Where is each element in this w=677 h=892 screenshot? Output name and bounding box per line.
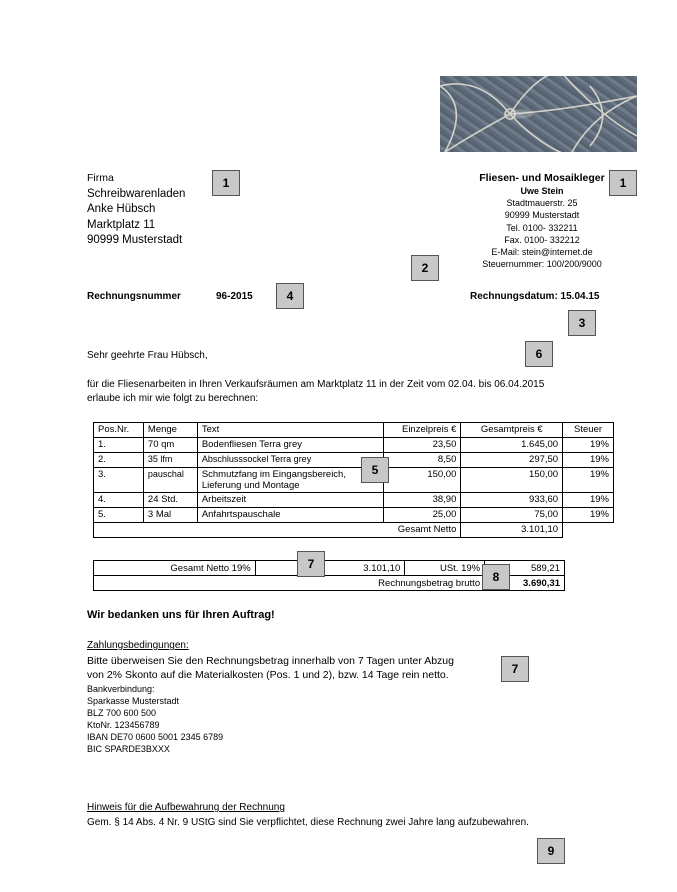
cell-total-price: 75,00 [461,508,563,523]
recipient-line: 90999 Musterstadt [87,234,183,246]
provider-email: E-Mail: stein@internet.de [491,247,593,258]
cell-qty: 24 Std. [143,493,197,508]
provider-fax: Fax. 0100- 332212 [504,234,580,245]
cell-pos: 3. [94,468,144,493]
provider-tax-number: Steuernummer: 100/200/9000 [482,259,602,270]
cell-unit-price: 150,00 [383,468,461,493]
provider-address [452,171,632,270]
provider-owner: Uwe Stein [520,186,564,196]
table-header-row [94,423,614,438]
marker-box: 4 [276,283,304,309]
cell-qty: 70 qm [143,438,197,453]
retention-heading: Hinweis für die Aufbewahrung der Rechnung [87,802,285,813]
header-qty: Menge [143,423,197,438]
payment-heading: Zahlungsbedingungen: [87,640,189,651]
marker-box: 1 [212,170,240,196]
retention-text: Gem. § 14 Abs. 4 Nr. 9 UStG sind Sie verpflichtet, diese Rechnung zwei Jahre lang aufzubewahren. [87,817,529,828]
table-net-row [94,523,614,538]
thanks-text: Wir bedanken uns für Ihren Auftrag! [87,609,275,621]
cell-pos: 2. [94,453,144,468]
bank-details [87,683,223,755]
totals-vat-label: USt. 19% [405,561,485,576]
marker-box: 8 [482,564,510,590]
recipient-line: Marktplatz 11 [87,218,156,231]
cell-unit-price: 38,90 [383,493,461,508]
totals-gross-value: 3.690,31 [485,576,565,591]
mosaic-pattern-graphic [440,76,637,152]
table-row [94,493,614,508]
marker-box: 1 [609,170,637,196]
payment-line: Bitte überweisen Sie den Rechnungsbetrag innerhalb von 7 Tagen unter Abzug [87,655,454,667]
bank-line: BLZ 700 600 500 [87,708,157,718]
marker-box: 6 [525,341,553,367]
header-text: Text [197,423,383,438]
cell-total-price: 933,60 [461,493,563,508]
provider-name: Fliesen- und Mosaikleger [479,172,605,184]
marker-box: 2 [411,255,439,281]
payment-line: von 2% Skonto auf die Materialkosten (Pos. 1 und 2), bzw. 14 Tage rein netto. [87,669,449,681]
provider-city: 90999 Musterstadt [504,210,580,221]
table-row [94,453,614,468]
recipient-line: Schreibwarenladen [87,187,186,200]
cell-text: Anfahrtspauschale [197,508,383,523]
cell-tax: 19% [563,438,614,453]
cell-text [197,468,383,493]
cell-qty: pauschal [143,468,197,493]
intro-line-2: erlaube ich mir wie folgt zu berechnen: [87,393,259,404]
cell-total-price: 297,50 [461,453,563,468]
cell-total-price: 150,00 [461,468,563,493]
totals-net-label: Gesamt Netto 19% [94,561,256,576]
cell-tax: 19% [563,508,614,523]
cell-unit-price: 25,00 [383,508,461,523]
salutation: Sehr geehrte Frau Hübsch, [87,350,208,361]
invoice-date: Rechnungsdatum: 15.04.15 [470,291,600,302]
bank-line: Sparkasse Musterstadt [87,696,180,706]
totals-gross-label: Rechnungsbetrag brutto [94,576,485,591]
provider-phone: Tel. 0100- 332211 [506,222,578,233]
bank-line: BIC SPARDE3BXXX [87,744,170,754]
marker-box: 5 [361,457,389,483]
cell-text: Arbeitszeit [197,493,383,508]
header-total-price: Gesamtpreis € [461,423,563,438]
mosaic-photo [440,76,637,152]
recipient-line: Anke Hübsch [87,203,156,215]
recipient-address [87,171,185,249]
intro-line-1: für die Fliesenarbeiten in Ihren Verkaufsräumen am Marktplatz 11 in der Zeit vom 02.04. bis 06.04.2015 [87,379,545,390]
cell-text: Abschlusssockel Terra grey [197,453,383,468]
table-row [94,438,614,453]
payment-terms [87,654,454,682]
marker-box: 7 [297,551,325,577]
cell-pos: 5. [94,508,144,523]
cell-pos: 1. [94,438,144,453]
recipient-line: Firma [87,172,114,184]
marker-box: 9 [537,838,565,864]
marker-box: 3 [568,310,596,336]
cell-text-line: Schmutzfang im Eingangsbereich, [201,469,346,480]
invoice-number-label: Rechnungsnummer [87,291,181,302]
net-total-value: 3.101,10 [461,523,563,538]
provider-street: Stadtmauerstr. 25 [506,198,578,209]
header-tax: Steuer [563,423,614,438]
cell-total-price: 1.645,00 [461,438,563,453]
table-row [94,508,614,523]
net-total-label: Gesamt Netto [94,523,461,538]
cell-unit-price: 8,50 [383,453,461,468]
cell-text: Bodenfliesen Terra grey [197,438,383,453]
cell-qty: 3 Mal [143,508,197,523]
cell-qty: 35 lfm [143,453,197,468]
cell-tax: 19% [563,453,614,468]
bank-line: IBAN DE70 0600 5001 2345 6789 [87,732,224,742]
cell-unit-price: 23,50 [383,438,461,453]
totals-net-value: 3.101,10 [255,561,405,576]
table-row [94,468,614,493]
totals-vat-value: 589,21 [485,561,565,576]
cell-tax: 19% [563,493,614,508]
header-pos: Pos.Nr. [94,423,144,438]
invoice-items-table [93,422,614,538]
cell-tax: 19% [563,468,614,493]
invoice-number-value: 96-2015 [216,291,253,302]
header-unit-price: Einzelpreis € [383,423,461,438]
marker-box: 7 [501,656,529,682]
cell-text-line: Lieferung und Montage [201,480,300,491]
bank-line: Bankverbindung: [87,684,155,694]
bank-line: KtoNr. 123456789 [87,720,160,730]
cell-pos: 4. [94,493,144,508]
